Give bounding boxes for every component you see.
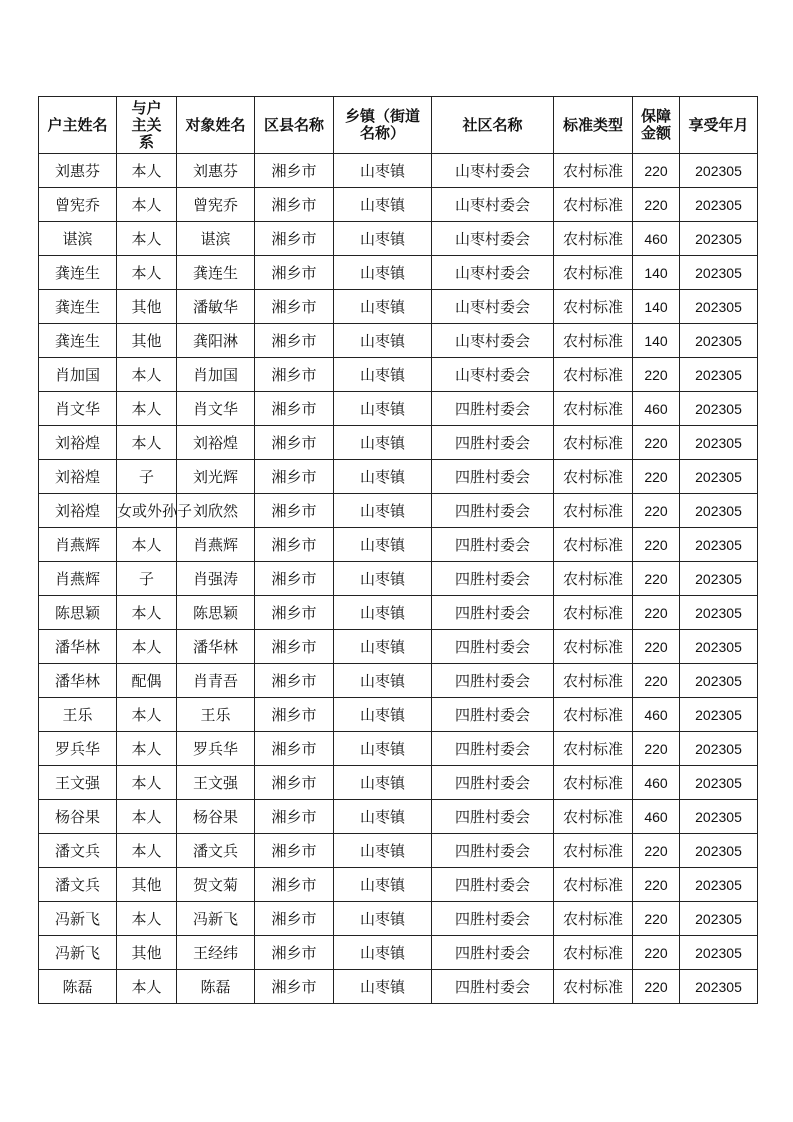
householder-name-cell: 肖燕辉 [39, 562, 117, 596]
amount-cell: 220 [633, 154, 680, 188]
amount-cell: 220 [633, 528, 680, 562]
standard-type-cell: 农村标准 [554, 460, 633, 494]
county-cell: 湘乡市 [255, 596, 334, 630]
standard-type-cell: 农村标准 [554, 800, 633, 834]
householder-name-cell: 杨谷果 [39, 800, 117, 834]
householder-name-cell: 龚连生 [39, 256, 117, 290]
header-householder-name: 户主姓名 [39, 97, 117, 154]
county-cell: 湘乡市 [255, 664, 334, 698]
amount-cell: 220 [633, 630, 680, 664]
relationship-cell: 本人 [117, 596, 177, 630]
householder-name-cell: 冯新飞 [39, 902, 117, 936]
standard-type-cell: 农村标准 [554, 596, 633, 630]
county-cell: 湘乡市 [255, 256, 334, 290]
amount-cell: 220 [633, 970, 680, 1004]
header-month: 享受年月 [680, 97, 758, 154]
table-row [39, 528, 758, 562]
standard-type-cell: 农村标准 [554, 834, 633, 868]
householder-name-cell: 肖加国 [39, 358, 117, 392]
header-community: 社区名称 [432, 97, 554, 154]
relationship-cell: 本人 [117, 630, 177, 664]
recipient-name-cell: 肖加国 [177, 358, 255, 392]
table-row [39, 188, 758, 222]
month-cell: 202305 [680, 528, 758, 562]
town-cell: 山枣镇 [334, 766, 432, 800]
standard-type-cell: 农村标准 [554, 732, 633, 766]
recipient-name-cell: 刘光辉 [177, 460, 255, 494]
town-cell: 山枣镇 [334, 562, 432, 596]
amount-cell: 460 [633, 766, 680, 800]
standard-type-cell: 农村标准 [554, 494, 633, 528]
header-relationship: 与户主关系 [117, 97, 177, 154]
community-cell: 四胜村委会 [432, 562, 554, 596]
amount-cell: 460 [633, 392, 680, 426]
recipient-name-cell: 杨谷果 [177, 800, 255, 834]
county-cell: 湘乡市 [255, 528, 334, 562]
month-cell: 202305 [680, 970, 758, 1004]
month-cell: 202305 [680, 562, 758, 596]
town-cell: 山枣镇 [334, 154, 432, 188]
community-cell: 山枣村委会 [432, 188, 554, 222]
relationship-cell: 子 [117, 460, 177, 494]
relationship-cell: 其他 [117, 868, 177, 902]
community-cell: 四胜村委会 [432, 460, 554, 494]
county-cell: 湘乡市 [255, 154, 334, 188]
relationship-cell: 女或外孙子 [117, 494, 177, 528]
county-cell: 湘乡市 [255, 766, 334, 800]
amount-cell: 460 [633, 800, 680, 834]
relationship-cell: 本人 [117, 358, 177, 392]
table-row [39, 358, 758, 392]
amount-cell: 220 [633, 868, 680, 902]
table-row [39, 256, 758, 290]
standard-type-cell: 农村标准 [554, 290, 633, 324]
householder-name-cell: 龚连生 [39, 290, 117, 324]
month-cell: 202305 [680, 426, 758, 460]
amount-cell: 220 [633, 426, 680, 460]
table-row [39, 902, 758, 936]
community-cell: 四胜村委会 [432, 732, 554, 766]
recipient-name-cell: 肖文华 [177, 392, 255, 426]
month-cell: 202305 [680, 256, 758, 290]
month-cell: 202305 [680, 868, 758, 902]
header-standard-type: 标准类型 [554, 97, 633, 154]
town-cell: 山枣镇 [334, 426, 432, 460]
town-cell: 山枣镇 [334, 256, 432, 290]
town-cell: 山枣镇 [334, 188, 432, 222]
recipient-name-cell: 刘裕煌 [177, 426, 255, 460]
table-body [39, 154, 758, 1004]
amount-cell: 220 [633, 902, 680, 936]
town-cell: 山枣镇 [334, 358, 432, 392]
recipient-name-cell: 罗兵华 [177, 732, 255, 766]
amount-cell: 220 [633, 358, 680, 392]
standard-type-cell: 农村标准 [554, 902, 633, 936]
county-cell: 湘乡市 [255, 936, 334, 970]
town-cell: 山枣镇 [334, 494, 432, 528]
householder-name-cell: 肖文华 [39, 392, 117, 426]
community-cell: 四胜村委会 [432, 868, 554, 902]
amount-cell: 220 [633, 834, 680, 868]
relationship-cell: 本人 [117, 766, 177, 800]
householder-name-cell: 冯新飞 [39, 936, 117, 970]
table-row [39, 222, 758, 256]
county-cell: 湘乡市 [255, 392, 334, 426]
standard-type-cell: 农村标准 [554, 970, 633, 1004]
community-cell: 四胜村委会 [432, 664, 554, 698]
relationship-cell: 本人 [117, 426, 177, 460]
community-cell: 山枣村委会 [432, 358, 554, 392]
month-cell: 202305 [680, 766, 758, 800]
relationship-cell: 子 [117, 562, 177, 596]
amount-cell: 220 [633, 664, 680, 698]
amount-cell: 220 [633, 936, 680, 970]
standard-type-cell: 农村标准 [554, 358, 633, 392]
householder-name-cell: 王文强 [39, 766, 117, 800]
county-cell: 湘乡市 [255, 868, 334, 902]
relationship-cell: 本人 [117, 834, 177, 868]
relationship-cell: 其他 [117, 936, 177, 970]
month-cell: 202305 [680, 596, 758, 630]
amount-cell: 220 [633, 596, 680, 630]
county-cell: 湘乡市 [255, 358, 334, 392]
community-cell: 四胜村委会 [432, 528, 554, 562]
month-cell: 202305 [680, 664, 758, 698]
header-town: 乡镇（街道名称） [334, 97, 432, 154]
relationship-cell: 本人 [117, 392, 177, 426]
standard-type-cell: 农村标准 [554, 528, 633, 562]
county-cell: 湘乡市 [255, 188, 334, 222]
month-cell: 202305 [680, 324, 758, 358]
amount-cell: 220 [633, 732, 680, 766]
standard-type-cell: 农村标准 [554, 154, 633, 188]
county-cell: 湘乡市 [255, 630, 334, 664]
standard-type-cell: 农村标准 [554, 222, 633, 256]
standard-type-cell: 农村标准 [554, 664, 633, 698]
relationship-cell: 本人 [117, 256, 177, 290]
month-cell: 202305 [680, 834, 758, 868]
standard-type-cell: 农村标准 [554, 562, 633, 596]
recipient-name-cell: 刘惠芬 [177, 154, 255, 188]
relationship-cell: 本人 [117, 970, 177, 1004]
month-cell: 202305 [680, 154, 758, 188]
month-cell: 202305 [680, 630, 758, 664]
householder-name-cell: 刘裕煌 [39, 460, 117, 494]
community-cell: 山枣村委会 [432, 324, 554, 358]
table-row [39, 324, 758, 358]
amount-cell: 460 [633, 698, 680, 732]
county-cell: 湘乡市 [255, 324, 334, 358]
householder-name-cell: 刘裕煌 [39, 426, 117, 460]
standard-type-cell: 农村标准 [554, 630, 633, 664]
recipient-name-cell: 谌滨 [177, 222, 255, 256]
month-cell: 202305 [680, 494, 758, 528]
amount-cell: 460 [633, 222, 680, 256]
county-cell: 湘乡市 [255, 902, 334, 936]
table-row [39, 834, 758, 868]
relationship-cell: 本人 [117, 188, 177, 222]
header-recipient-name: 对象姓名 [177, 97, 255, 154]
recipient-name-cell: 曾宪乔 [177, 188, 255, 222]
header-row [39, 97, 758, 154]
standard-type-cell: 农村标准 [554, 188, 633, 222]
householder-name-cell: 潘华林 [39, 664, 117, 698]
table-row [39, 936, 758, 970]
community-cell: 山枣村委会 [432, 222, 554, 256]
community-cell: 山枣村委会 [432, 256, 554, 290]
town-cell: 山枣镇 [334, 936, 432, 970]
table-row [39, 596, 758, 630]
community-cell: 四胜村委会 [432, 392, 554, 426]
standard-type-cell: 农村标准 [554, 426, 633, 460]
householder-name-cell: 陈思颖 [39, 596, 117, 630]
town-cell: 山枣镇 [334, 324, 432, 358]
relationship-cell: 本人 [117, 902, 177, 936]
recipient-name-cell: 贺文菊 [177, 868, 255, 902]
county-cell: 湘乡市 [255, 290, 334, 324]
table-row [39, 970, 758, 1004]
header-amount: 保障金额 [633, 97, 680, 154]
community-cell: 四胜村委会 [432, 800, 554, 834]
standard-type-cell: 农村标准 [554, 868, 633, 902]
recipient-name-cell: 肖强涛 [177, 562, 255, 596]
standard-type-cell: 农村标准 [554, 698, 633, 732]
recipient-name-cell: 潘敏华 [177, 290, 255, 324]
benefit-table [38, 96, 758, 1004]
town-cell: 山枣镇 [334, 392, 432, 426]
standard-type-cell: 农村标准 [554, 256, 633, 290]
community-cell: 四胜村委会 [432, 834, 554, 868]
relationship-cell: 本人 [117, 732, 177, 766]
amount-cell: 220 [633, 460, 680, 494]
householder-name-cell: 龚连生 [39, 324, 117, 358]
table-row [39, 766, 758, 800]
relationship-cell: 本人 [117, 528, 177, 562]
table-row [39, 800, 758, 834]
relationship-cell: 本人 [117, 154, 177, 188]
householder-name-cell: 潘文兵 [39, 868, 117, 902]
relationship-cell: 其他 [117, 324, 177, 358]
recipient-name-cell: 肖燕辉 [177, 528, 255, 562]
community-cell: 四胜村委会 [432, 630, 554, 664]
recipient-name-cell: 肖青吾 [177, 664, 255, 698]
town-cell: 山枣镇 [334, 698, 432, 732]
table-row [39, 630, 758, 664]
amount-cell: 220 [633, 494, 680, 528]
county-cell: 湘乡市 [255, 426, 334, 460]
county-cell: 湘乡市 [255, 698, 334, 732]
town-cell: 山枣镇 [334, 664, 432, 698]
community-cell: 四胜村委会 [432, 494, 554, 528]
community-cell: 四胜村委会 [432, 766, 554, 800]
county-cell: 湘乡市 [255, 222, 334, 256]
month-cell: 202305 [680, 732, 758, 766]
relationship-cell: 配偶 [117, 664, 177, 698]
relationship-cell: 本人 [117, 698, 177, 732]
table-row [39, 460, 758, 494]
community-cell: 山枣村委会 [432, 290, 554, 324]
month-cell: 202305 [680, 222, 758, 256]
amount-cell: 220 [633, 562, 680, 596]
householder-name-cell: 刘裕煌 [39, 494, 117, 528]
month-cell: 202305 [680, 358, 758, 392]
month-cell: 202305 [680, 392, 758, 426]
table-row [39, 426, 758, 460]
town-cell: 山枣镇 [334, 630, 432, 664]
recipient-name-cell: 龚连生 [177, 256, 255, 290]
community-cell: 四胜村委会 [432, 426, 554, 460]
householder-name-cell: 罗兵华 [39, 732, 117, 766]
amount-cell: 140 [633, 256, 680, 290]
recipient-name-cell: 龚阳淋 [177, 324, 255, 358]
householder-name-cell: 谌滨 [39, 222, 117, 256]
standard-type-cell: 农村标准 [554, 936, 633, 970]
community-cell: 四胜村委会 [432, 970, 554, 1004]
community-cell: 四胜村委会 [432, 902, 554, 936]
header-county: 区县名称 [255, 97, 334, 154]
county-cell: 湘乡市 [255, 834, 334, 868]
recipient-name-cell: 陈磊 [177, 970, 255, 1004]
town-cell: 山枣镇 [334, 290, 432, 324]
table-row [39, 290, 758, 324]
relationship-cell: 本人 [117, 222, 177, 256]
town-cell: 山枣镇 [334, 222, 432, 256]
community-cell: 四胜村委会 [432, 698, 554, 732]
amount-cell: 220 [633, 188, 680, 222]
recipient-name-cell: 王文强 [177, 766, 255, 800]
county-cell: 湘乡市 [255, 460, 334, 494]
relationship-cell: 其他 [117, 290, 177, 324]
town-cell: 山枣镇 [334, 732, 432, 766]
town-cell: 山枣镇 [334, 596, 432, 630]
table-row [39, 494, 758, 528]
table-row [39, 392, 758, 426]
table-row [39, 698, 758, 732]
town-cell: 山枣镇 [334, 902, 432, 936]
town-cell: 山枣镇 [334, 528, 432, 562]
recipient-name-cell: 陈思颖 [177, 596, 255, 630]
month-cell: 202305 [680, 460, 758, 494]
householder-name-cell: 曾宪乔 [39, 188, 117, 222]
month-cell: 202305 [680, 936, 758, 970]
table-row [39, 154, 758, 188]
standard-type-cell: 农村标准 [554, 766, 633, 800]
town-cell: 山枣镇 [334, 800, 432, 834]
householder-name-cell: 刘惠芬 [39, 154, 117, 188]
month-cell: 202305 [680, 800, 758, 834]
recipient-name-cell: 刘欣然 [177, 494, 255, 528]
recipient-name-cell: 潘文兵 [177, 834, 255, 868]
standard-type-cell: 农村标准 [554, 392, 633, 426]
month-cell: 202305 [680, 290, 758, 324]
month-cell: 202305 [680, 902, 758, 936]
town-cell: 山枣镇 [334, 460, 432, 494]
table-row [39, 868, 758, 902]
community-cell: 四胜村委会 [432, 596, 554, 630]
county-cell: 湘乡市 [255, 800, 334, 834]
householder-name-cell: 潘华林 [39, 630, 117, 664]
county-cell: 湘乡市 [255, 970, 334, 1004]
table-row [39, 732, 758, 766]
town-cell: 山枣镇 [334, 970, 432, 1004]
householder-name-cell: 陈磊 [39, 970, 117, 1004]
table-row [39, 562, 758, 596]
householder-name-cell: 王乐 [39, 698, 117, 732]
recipient-name-cell: 潘华林 [177, 630, 255, 664]
amount-cell: 140 [633, 290, 680, 324]
relationship-cell: 本人 [117, 800, 177, 834]
county-cell: 湘乡市 [255, 562, 334, 596]
householder-name-cell: 潘文兵 [39, 834, 117, 868]
community-cell: 山枣村委会 [432, 154, 554, 188]
county-cell: 湘乡市 [255, 732, 334, 766]
table-row [39, 664, 758, 698]
town-cell: 山枣镇 [334, 868, 432, 902]
recipient-name-cell: 王经纬 [177, 936, 255, 970]
recipient-name-cell: 冯新飞 [177, 902, 255, 936]
county-cell: 湘乡市 [255, 494, 334, 528]
householder-name-cell: 肖燕辉 [39, 528, 117, 562]
standard-type-cell: 农村标准 [554, 324, 633, 358]
recipient-name-cell: 王乐 [177, 698, 255, 732]
document-sheet [38, 96, 758, 1004]
month-cell: 202305 [680, 188, 758, 222]
month-cell: 202305 [680, 698, 758, 732]
town-cell: 山枣镇 [334, 834, 432, 868]
amount-cell: 140 [633, 324, 680, 358]
community-cell: 四胜村委会 [432, 936, 554, 970]
